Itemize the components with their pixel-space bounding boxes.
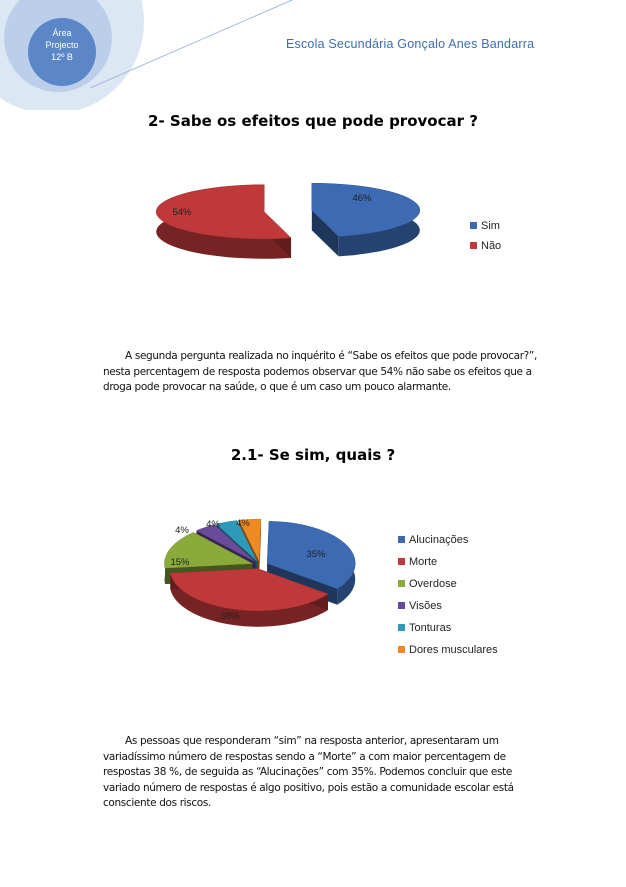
school-name: Escola Secundária Gonçalo Anes Bandarra bbox=[286, 37, 535, 51]
badge-line-1: Área bbox=[52, 28, 72, 38]
chart2-legend-dores-musculares bbox=[398, 644, 498, 656]
chart2-label-alucinacoes: 35% bbox=[306, 549, 326, 560]
chart1-pie bbox=[0, 175, 626, 295]
chart2-label-visoes: 4% bbox=[175, 525, 189, 536]
badge-line-2: Projecto bbox=[45, 40, 79, 50]
chart2-pie bbox=[0, 515, 626, 665]
chart2-label-overdose: 15% bbox=[170, 557, 190, 568]
chart1-legend-swatch bbox=[470, 222, 477, 229]
chart1-legend-text: Não bbox=[481, 240, 502, 252]
chart1-legend-nao bbox=[470, 240, 501, 252]
chart2-legend-text: Alucinações bbox=[409, 534, 469, 546]
section1-title: 2- Sabe os efeitos que pode provocar ? bbox=[148, 112, 478, 130]
class-badge bbox=[30, 27, 94, 63]
chart2-label-tonturas: 4% bbox=[206, 519, 220, 530]
section1-paragraph: A segunda pergunta realizada no inquérito é “Sabe os efeitos que pode provocar?”, nesta percentagem de resposta podemos observar que 54% não sabe os efeitos que a droga pode provocar na saúde, o que é um caso um pouco alarmante. bbox=[103, 350, 537, 393]
chart2-legend-alucinacoes bbox=[398, 534, 469, 546]
chart2-label-morte: 38% bbox=[220, 611, 240, 622]
chart1-label-sim: 46% bbox=[352, 193, 372, 204]
chart1-slice-nao bbox=[156, 185, 291, 259]
chart2-legend-text: Dores musculares bbox=[409, 644, 498, 656]
chart2-legend-text: Visões bbox=[409, 600, 442, 612]
chart2-legend-swatch bbox=[398, 580, 405, 587]
chart2-legend-visoes bbox=[398, 600, 442, 612]
chart1-legend-sim bbox=[470, 220, 500, 232]
chart2-legend-swatch bbox=[398, 646, 405, 653]
chart2-legend-morte bbox=[398, 556, 437, 568]
chart2-legend-swatch bbox=[398, 602, 405, 609]
chart1-label-nao: 54% bbox=[172, 207, 192, 218]
chart1-legend-swatch bbox=[470, 242, 477, 249]
chart2-legend-overdose bbox=[398, 578, 457, 590]
badge-line-3: 12º B bbox=[51, 52, 73, 62]
chart2-legend-swatch bbox=[398, 536, 405, 543]
chart2-legend-swatch bbox=[398, 624, 405, 631]
chart1-legend-text: Sim bbox=[481, 220, 500, 232]
chart2-legend-text: Morte bbox=[409, 556, 438, 568]
chart2-label-dores-musculares: 4% bbox=[236, 518, 250, 529]
section2-title: 2.1- Se sim, quais ? bbox=[230, 446, 396, 464]
chart2-legend-text: Tonturas bbox=[409, 622, 452, 634]
chart2-legend-text: Overdose bbox=[409, 578, 457, 590]
chart2-legend-tonturas bbox=[398, 622, 452, 634]
section2-paragraph: As pessoas que responderam “sim” na resposta anterior, apresentaram um variadíssimo número de respostas sendo a “Morte” a com maior percentagem de respostas 38 %, de seguida as “Alucinações” com 35%. Podemos concluir que este variado número de respostas é algo positivo, pois estão a comunidade escolar está consciente dos riscos. bbox=[103, 735, 514, 809]
chart2-legend-swatch bbox=[398, 558, 405, 565]
